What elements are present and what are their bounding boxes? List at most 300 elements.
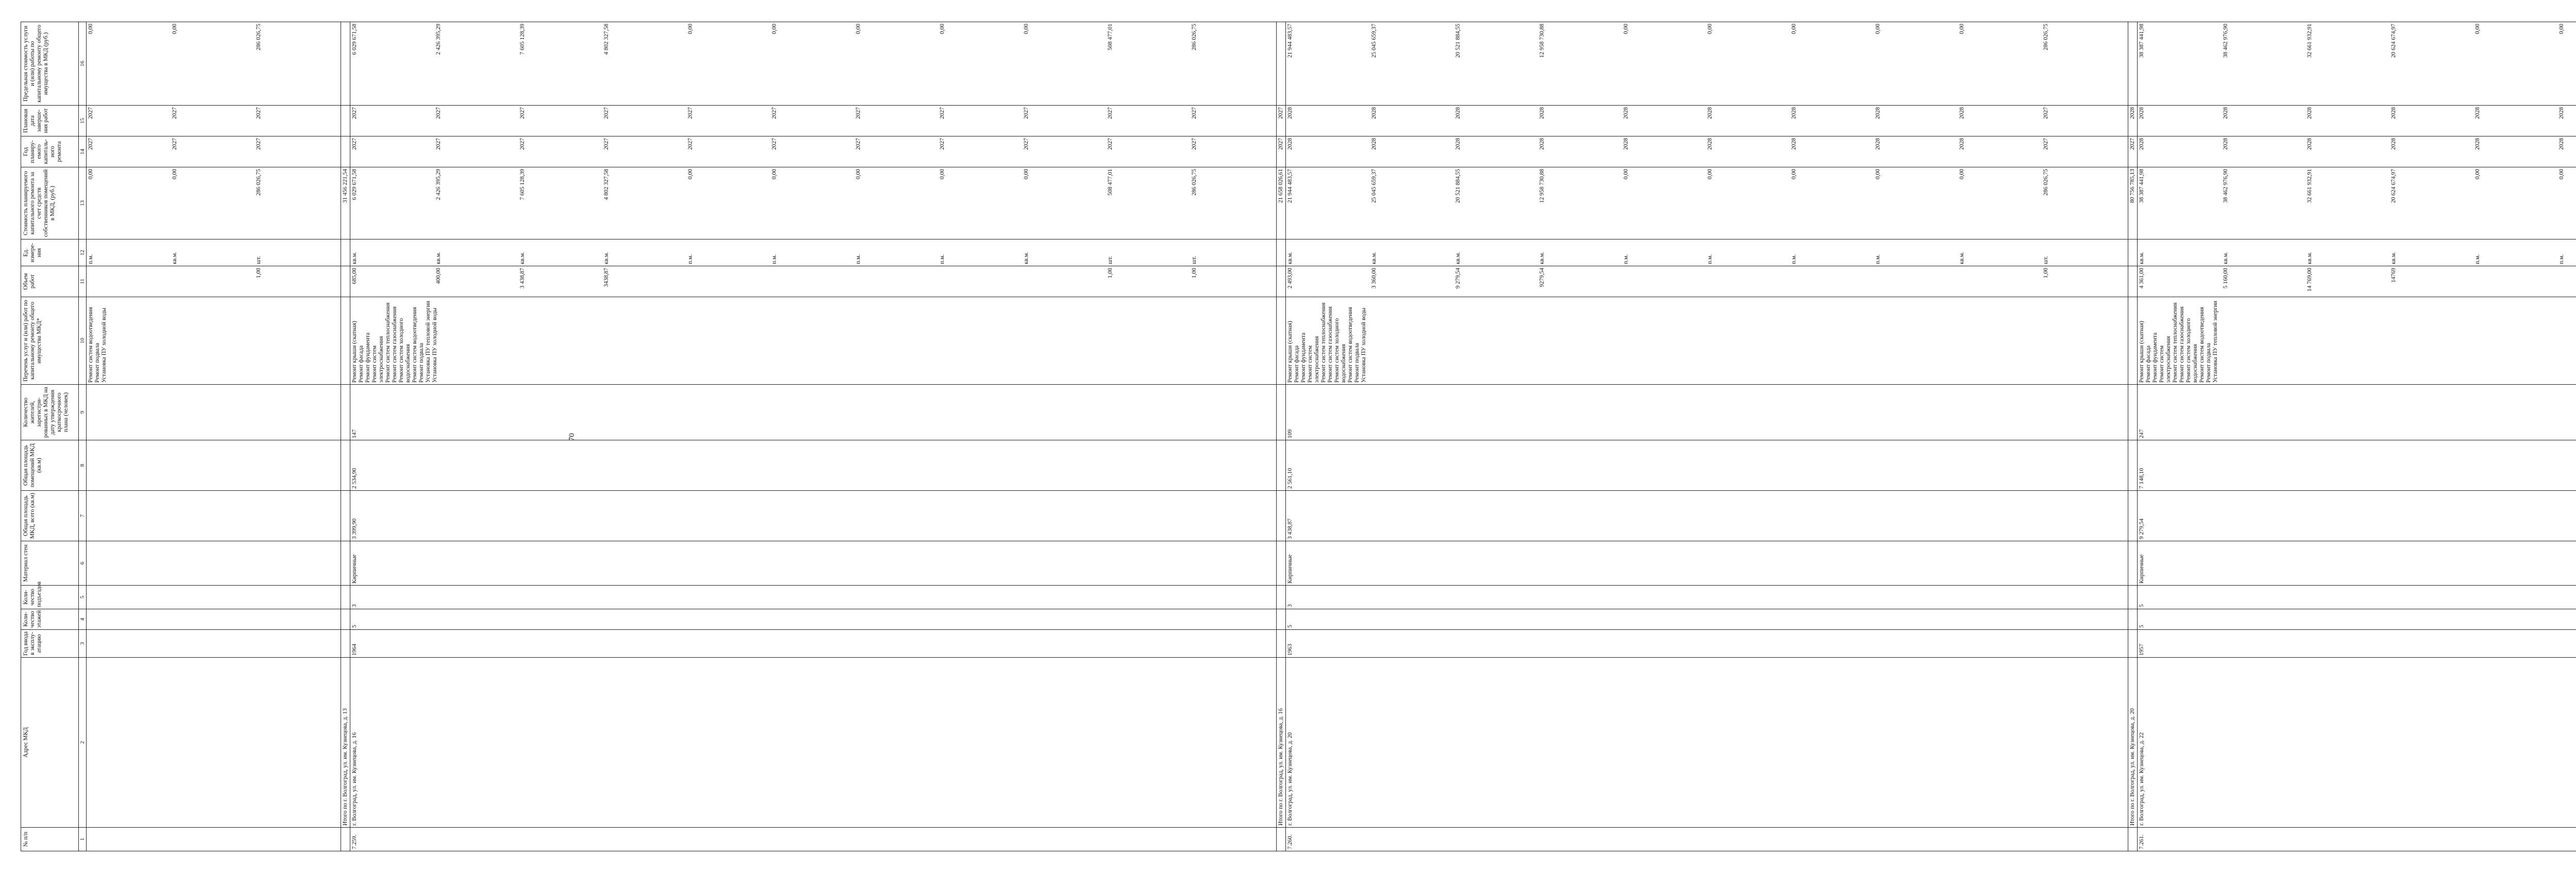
work-year: 2027 — [939, 138, 945, 150]
repair-plan-table — [21, 22, 2565, 851]
total-cell-3 — [1277, 630, 1286, 658]
work-year: 2027 — [88, 138, 94, 150]
cell-col-6 — [87, 541, 341, 586]
area-total: 9 279,54 — [2139, 518, 2145, 539]
column-number: 7 — [79, 491, 87, 541]
work-cost: 0,00 — [1707, 169, 1713, 180]
house-cell-15 — [1286, 106, 2128, 136]
total-cell-14 — [2128, 136, 2138, 167]
work-date: 2027 — [939, 107, 945, 119]
work-name: Установка ПУ холодной воды — [101, 307, 107, 383]
work-year: 2027 — [351, 138, 358, 150]
work-name: Ремонт систем водоотведения — [2199, 307, 2205, 383]
work-name: Ремонт подвала — [1354, 342, 1360, 383]
column-number: 5 — [79, 586, 87, 609]
work-name: Ремонт фасада — [358, 345, 364, 383]
header-cell-1: № п/п — [21, 828, 79, 851]
house-cell-16 — [350, 22, 1277, 106]
total-label: Итого по г. Волгоград, ул. им. Кузнецова, д. 16 — [1278, 708, 1284, 826]
work-volume — [172, 268, 256, 295]
work-cost: 6 029 671,58 — [351, 169, 358, 200]
cell-col-10 — [87, 297, 341, 385]
house-cell-13 — [350, 167, 1277, 239]
header-cell-13: Стоимость планируемого капитального ремонта за счет средств собственников помещений в МКД, (руб.) — [21, 167, 79, 239]
work-cost: 4 802 327,58 — [603, 169, 609, 200]
work-date: 2027 — [351, 107, 358, 119]
work-cost: 2 426 395,29 — [435, 169, 442, 200]
work-volume — [1623, 268, 1707, 295]
work-limit: 25 045 659,37 — [1371, 24, 1377, 58]
work-cost: 286 026,75 — [2043, 169, 2049, 196]
work-date: 2027 — [1023, 107, 1029, 119]
house-cell-6 — [2138, 541, 2576, 586]
work-cost: 286 026,75 — [1191, 169, 1197, 196]
work-volume: 4 361,00 — [2139, 268, 2145, 289]
work-year: 2027 — [519, 138, 526, 150]
work-name: Установка ПУ тепловой энергии — [2212, 300, 2218, 383]
total-cell-1 — [1277, 828, 1286, 851]
work-name: Ремонт систем электроснабжения — [371, 336, 384, 383]
work-name: Ремонт систем водоотведения — [1347, 307, 1353, 383]
cell-col-14 — [87, 136, 341, 167]
total-cost: 31 456 221,54 — [342, 169, 348, 203]
work-date: 2027 — [172, 107, 178, 119]
work-cost: 25 045 659,37 — [1371, 169, 1377, 203]
work-volume: 3 360,00 — [1371, 268, 1377, 289]
area-rooms: 7 148,10 — [2139, 468, 2145, 489]
total-cell-12 — [1277, 239, 1286, 266]
work-unit: кв.м. — [2391, 251, 2397, 264]
work-limit: 286 026,75 — [256, 24, 262, 50]
house-cell-15 — [350, 106, 1277, 136]
table-row — [87, 22, 341, 851]
house-cell-12 — [1286, 239, 2128, 266]
house-cell-4 — [350, 609, 1277, 630]
house-cell-16 — [2138, 22, 2576, 106]
work-cost: 508 477,01 — [1107, 169, 1113, 196]
commission-year: 1963 — [1287, 644, 1293, 656]
work-name: Установка ПУ холодной воды — [432, 307, 438, 383]
total-cell-13 — [1277, 167, 1286, 239]
wall-material: Кирпичные — [2139, 554, 2145, 584]
work-cost: 32 661 932,91 — [2307, 169, 2313, 203]
total-row — [341, 22, 350, 851]
work-name: Ремонт фундамента — [2152, 332, 2158, 383]
total-cell-9 — [1277, 385, 1286, 440]
work-cost: 0,00 — [1959, 169, 1965, 180]
floors: 5 — [1287, 625, 1293, 628]
house-cell-4 — [1286, 609, 2128, 630]
house-cell-14 — [2138, 136, 2576, 167]
total-cell-9 — [341, 385, 350, 440]
column-number: 6 — [79, 541, 87, 586]
house-number: 7.261. — [2139, 834, 2145, 849]
work-cost: 0,00 — [687, 169, 693, 180]
work-unit: шт. — [256, 256, 262, 264]
cell-col-4 — [87, 609, 341, 630]
cell-col-12 — [87, 239, 341, 266]
work-cost: 0,00 — [1023, 169, 1029, 180]
house-cell-10 — [1286, 297, 2128, 385]
total-cell-5 — [1277, 586, 1286, 609]
cell-col-13 — [87, 167, 341, 239]
work-date: 2028 — [1875, 107, 1881, 119]
work-cost: 0,00 — [1875, 169, 1881, 180]
header-cell-10: Перечень услуг и (или) работ по капитальному ремонту общего имущества МКД* — [21, 297, 79, 385]
work-date: 2028 — [1623, 107, 1629, 119]
work-cost: 12 958 730,88 — [1539, 169, 1545, 203]
work-cost: 38 387 441,98 — [2139, 169, 2145, 203]
work-volume: 1,00 — [256, 268, 262, 279]
cell-col-7 — [87, 491, 341, 541]
total-cell-16 — [2128, 22, 2138, 106]
work-name: Ремонт систем газоснабжения — [1327, 306, 1333, 383]
work-date: 2027 — [855, 107, 861, 119]
work-year: 2028 — [1371, 138, 1377, 150]
house-cell-1 — [2138, 828, 2576, 851]
total-cell-15 — [2128, 106, 2138, 136]
house-cell-3 — [350, 630, 1277, 658]
column-number: 1 — [79, 828, 87, 851]
house-address: г. Волгоград, ул. им. Кузнецова, д. 20 — [1287, 732, 1293, 826]
work-unit: кв.м. — [1371, 251, 1377, 264]
total-row — [2128, 22, 2138, 851]
work-unit: п.м. — [2475, 254, 2481, 264]
work-unit: п.м. — [771, 254, 777, 264]
house-cell-8 — [2138, 440, 2576, 491]
work-volume: 2 493,00 — [1287, 268, 1293, 289]
work-volume — [939, 268, 1023, 295]
work-limit: 286 026,75 — [2043, 24, 2049, 50]
house-cell-9 — [2138, 385, 2576, 440]
house-cell-6 — [350, 541, 1277, 586]
work-name: Ремонт систем водоотведения — [412, 307, 418, 383]
work-limit: 0,00 — [687, 24, 693, 35]
work-unit: п.м. — [1707, 254, 1713, 264]
work-year: 2027 — [1023, 138, 1029, 150]
work-volume: 400,00 — [435, 268, 442, 284]
cell-col-8 — [87, 440, 341, 491]
header-cell-4: Коли-чество этажей — [21, 609, 79, 630]
work-date: 2028 — [2223, 107, 2229, 119]
work-name: Ремонт систем теплоснабжения — [385, 302, 391, 383]
work-unit: кв.м. — [1959, 251, 1965, 264]
house-cell-7 — [350, 491, 1277, 541]
house-cell-16 — [1286, 22, 2128, 106]
work-volume: 1,00 — [1191, 268, 1197, 279]
cell-col-11 — [87, 266, 341, 297]
house-cell-8 — [1286, 440, 2128, 491]
work-volume: 9279,54 — [1539, 268, 1545, 287]
work-date: 2027 — [1191, 107, 1197, 119]
work-name: Ремонт систем электроснабжения — [1307, 336, 1320, 383]
header-cell-16: Предельная стоимость услуги и (или) работы по капитальному ремонту общего имущества в МКД (руб.) — [21, 22, 79, 106]
work-year: 2028 — [1539, 138, 1545, 150]
work-limit: 20 624 674,97 — [2391, 24, 2397, 58]
header-cell-14: Год планиру-емого капиталь-ного ремонта — [21, 136, 79, 167]
house-cell-4 — [2138, 609, 2576, 630]
total-cell-1 — [2128, 828, 2138, 851]
entrances: 3 — [1287, 604, 1293, 607]
work-limit: 2 426 395,29 — [435, 24, 442, 55]
work-limit: 32 661 932,91 — [2307, 24, 2313, 58]
work-date: 2028 — [2558, 107, 2565, 119]
work-date: 2028 — [1959, 107, 1965, 119]
total-cell-14 — [1277, 136, 1286, 167]
house-cell-5 — [1286, 586, 2128, 609]
cell-col-5 — [87, 586, 341, 609]
column-number: 4 — [79, 609, 87, 630]
work-name: Ремонт крыши (скатная) — [351, 321, 358, 383]
total-cost: 80 756 785,13 — [2129, 169, 2136, 203]
work-year: 2027 — [2043, 138, 2049, 150]
work-date: 2027 — [435, 107, 442, 119]
work-unit: п.м. — [855, 254, 861, 264]
column-number: 13 — [79, 167, 87, 239]
entrances: 5 — [2139, 604, 2145, 607]
total-cell-9 — [2128, 385, 2138, 440]
work-year: 2027 — [603, 138, 609, 150]
work-unit: п.м. — [939, 254, 945, 264]
total-cell-3 — [2128, 630, 2138, 658]
work-cost: 0,00 — [939, 169, 945, 180]
work-year: 2028 — [2391, 138, 2397, 150]
work-date: 2027 — [771, 107, 777, 119]
house-cell-11 — [1286, 266, 2128, 297]
total-cell-11 — [1277, 266, 1286, 297]
work-volume: 14769 — [2391, 268, 2397, 283]
column-number: 12 — [79, 239, 87, 266]
work-volume — [771, 268, 855, 295]
work-date: 2028 — [2475, 107, 2481, 119]
work-year: 2028 — [1959, 138, 1965, 150]
plan-table — [21, 22, 2576, 851]
work-unit: п.м. — [687, 254, 693, 264]
work-cost: 7 605 128,39 — [519, 169, 526, 200]
house-cell-8 — [350, 440, 1277, 491]
work-limit: 0,00 — [1875, 24, 1881, 35]
work-volume — [1875, 268, 1959, 295]
total-cell-5 — [341, 586, 350, 609]
work-limit: 0,00 — [2475, 24, 2481, 35]
work-unit: кв.м. — [351, 251, 358, 264]
house-row — [1286, 22, 2128, 851]
area-total: 3 399,90 — [351, 518, 358, 539]
total-cell-7 — [1277, 491, 1286, 541]
work-limit: 508 477,01 — [1107, 24, 1113, 50]
floors: 5 — [2139, 625, 2145, 628]
total-cost: 21 658 026,61 — [1278, 169, 1284, 203]
work-unit: п.м. — [1875, 254, 1881, 264]
header-cell-2: Адрес МКД — [21, 658, 79, 828]
work-unit: шт. — [2043, 256, 2049, 264]
work-date: 2028 — [2391, 107, 2397, 119]
work-volume: 3 438,87 — [519, 268, 526, 289]
total-cell-5 — [2128, 586, 2138, 609]
work-year: 2028 — [1455, 138, 1461, 150]
column-number: 10 — [79, 297, 87, 385]
work-limit: 4 802 327,58 — [603, 24, 609, 55]
work-date: 2027 — [519, 107, 526, 119]
house-cell-13 — [1286, 167, 2128, 239]
work-cost: 0,00 — [771, 169, 777, 180]
total-cell-11 — [2128, 266, 2138, 297]
work-date: 2028 — [1455, 107, 1461, 119]
header-cell-12: Ед. измере-ния — [21, 239, 79, 266]
house-cell-15 — [2138, 106, 2576, 136]
work-unit: кв.м. — [519, 251, 526, 264]
work-name: Ремонт фасада — [2145, 345, 2151, 383]
total-cell-2 — [341, 658, 350, 828]
work-volume: 14 769,00 — [2307, 268, 2313, 292]
work-unit: п.м. — [88, 254, 94, 264]
column-number: 8 — [79, 440, 87, 491]
work-unit: шт. — [1107, 256, 1113, 264]
house-cell-6 — [1286, 541, 2128, 586]
house-row — [350, 22, 1277, 851]
work-cost: 0,00 — [2475, 169, 2481, 180]
work-year: 2028 — [2475, 138, 2481, 150]
wall-material: Кирпичные — [351, 554, 358, 584]
work-volume: 1,00 — [1107, 268, 1113, 279]
work-limit: 0,00 — [1623, 24, 1629, 35]
work-unit: кв.м. — [2307, 251, 2313, 264]
total-cell-10 — [341, 297, 350, 385]
total-cell-7 — [341, 491, 350, 541]
header-cell-11: Объем работ — [21, 266, 79, 297]
residents: 247 — [2139, 429, 2145, 438]
work-name: Ремонт систем теплоснабжения — [2172, 302, 2178, 383]
total-date: 2028 — [2129, 107, 2136, 119]
work-limit: 0,00 — [771, 24, 777, 35]
work-year: 2028 — [1875, 138, 1881, 150]
work-limit: 12 958 730,88 — [1539, 24, 1545, 58]
work-name: Ремонт систем холодного водоснабжения — [2185, 318, 2198, 383]
work-year: 2028 — [1287, 138, 1293, 150]
house-cell-9 — [350, 385, 1277, 440]
total-cell-15 — [1277, 106, 1286, 136]
work-date: 2027 — [88, 107, 94, 119]
work-name: Ремонт подвала — [2206, 342, 2212, 383]
house-address: г. Волгоград, ул. им. Кузнецова, д. 16 — [351, 732, 358, 826]
work-unit: кв.м. — [2139, 251, 2145, 264]
work-name: Ремонт фундамента — [365, 332, 371, 383]
total-cell-4 — [2128, 609, 2138, 630]
total-cell-6 — [341, 541, 350, 586]
work-limit: 0,00 — [88, 24, 94, 35]
total-cell-13 — [2128, 167, 2138, 239]
work-unit: шт. — [1191, 256, 1197, 264]
commission-year: 1957 — [2139, 644, 2145, 656]
total-cell-12 — [341, 239, 350, 266]
house-cell-5 — [350, 586, 1277, 609]
total-cell-16 — [1277, 22, 1286, 106]
work-limit: 38 387 441,98 — [2139, 24, 2145, 58]
work-cost: 0,00 — [1791, 169, 1797, 180]
house-address: г. Волгоград, ул. им. Кузнецова, д. 22 — [2139, 732, 2145, 826]
work-volume: 3438,87 — [603, 268, 609, 287]
work-cost: 0,00 — [855, 169, 861, 180]
work-limit: 0,00 — [2558, 24, 2565, 35]
work-volume: 685,00 — [351, 268, 358, 284]
house-cell-10 — [350, 297, 1277, 385]
work-unit: кв.м. — [435, 251, 442, 264]
work-date: 2027 — [687, 107, 693, 119]
cell-col-15 — [87, 106, 341, 136]
work-cost: 38 462 976,90 — [2223, 169, 2229, 203]
column-number: 2 — [79, 658, 87, 828]
work-limit: 38 462 976,90 — [2223, 24, 2229, 58]
work-date: 2027 — [1107, 107, 1113, 119]
work-volume — [1707, 268, 1791, 295]
residents: 147 — [351, 429, 358, 438]
work-unit: п.м. — [1623, 254, 1629, 264]
work-volume — [2475, 268, 2558, 295]
work-volume: 5 160,00 — [2223, 268, 2229, 289]
area-rooms: 2 561,10 — [1287, 468, 1293, 489]
work-limit: 0,00 — [172, 24, 178, 35]
work-year: 2028 — [2558, 138, 2565, 150]
area-total: 3 438,87 — [1287, 518, 1293, 539]
work-unit: кв.м. — [603, 251, 609, 264]
column-number: 16 — [79, 22, 87, 106]
house-cell-2 — [1286, 658, 2128, 828]
work-cost: 21 944 483,57 — [1287, 169, 1293, 203]
header-cell-3: Год ввода в эксплу-атацию — [21, 630, 79, 658]
total-cell-13 — [341, 167, 350, 239]
work-unit: кв.м. — [2223, 251, 2229, 264]
total-cell-2 — [2128, 658, 2138, 828]
work-year: 2027 — [1107, 138, 1113, 150]
work-year: 2028 — [2307, 138, 2313, 150]
work-date: 2028 — [1791, 107, 1797, 119]
total-year: 2027 — [2129, 138, 2136, 150]
work-date: 2028 — [1539, 107, 1545, 119]
floors: 5 — [351, 625, 358, 628]
header-cell-6: Материал стен — [21, 541, 79, 586]
house-cell-12 — [2138, 239, 2576, 266]
cell-col-16 — [87, 22, 341, 106]
header-cell-7: Общая площадь МКД, всего (кв.м) — [21, 491, 79, 541]
house-cell-1 — [350, 828, 1277, 851]
work-unit: кв.м. — [172, 251, 178, 264]
cell-col-2 — [87, 658, 341, 828]
total-cell-3 — [341, 630, 350, 658]
area-rooms: 2 534,90 — [351, 468, 358, 489]
work-name: Ремонт систем водоотведения — [88, 307, 94, 383]
total-cell-4 — [1277, 609, 1286, 630]
work-year: 2027 — [256, 138, 262, 150]
total-cell-10 — [1277, 297, 1286, 385]
total-cell-7 — [2128, 491, 2138, 541]
house-cell-10 — [2138, 297, 2576, 385]
work-year: 2027 — [855, 138, 861, 150]
work-date: 2028 — [2139, 107, 2145, 119]
work-volume: 9 279,54 — [1455, 268, 1461, 289]
work-name: Ремонт фундамента — [1300, 332, 1307, 383]
header-cell-9: Количество жителей, зарегистри-рованных в МКД на дату утверждения краткосрочного плана (человек) — [21, 385, 79, 440]
work-cost: 0,00 — [2558, 169, 2565, 180]
house-number: 7.259. — [351, 834, 358, 849]
total-cell-2 — [1277, 658, 1286, 828]
work-volume — [2558, 268, 2576, 295]
work-name: Установка ПУ тепловой энергии — [425, 300, 431, 383]
work-year: 2027 — [1191, 138, 1197, 150]
work-year: 2028 — [2139, 138, 2145, 150]
work-unit: кв.м. — [1287, 251, 1293, 264]
total-cell-12 — [2128, 239, 2138, 266]
work-year: 2027 — [435, 138, 442, 150]
